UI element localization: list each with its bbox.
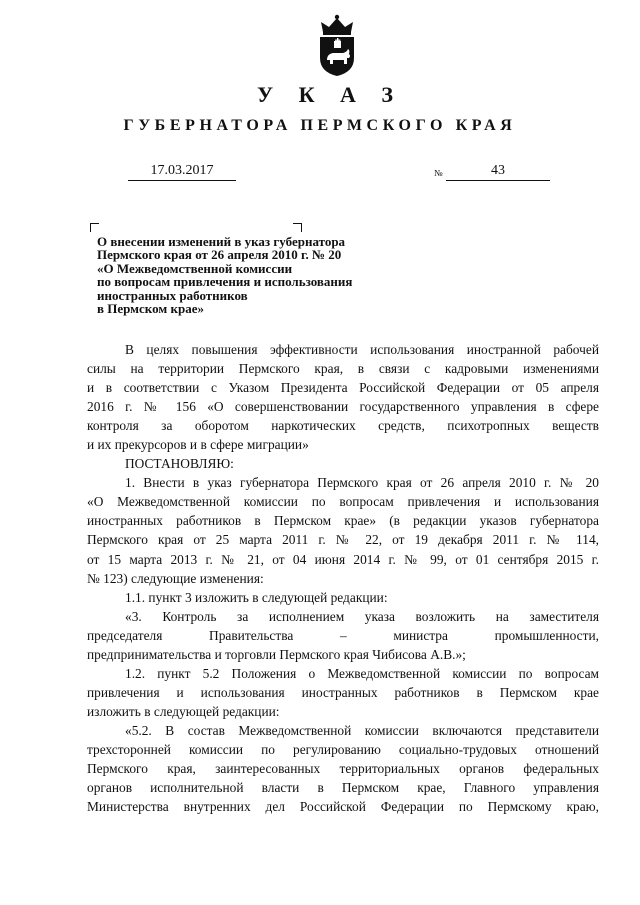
body-line: силы на территории Пермского края, в связи с кадровыми изменениями: [87, 361, 599, 377]
body-line: органов исполнительной власти в Пермском крае, Главного управления: [87, 780, 599, 796]
subject-line: иностранных работников: [97, 287, 248, 303]
document-subject: [97, 235, 407, 315]
body-line: № 123) следующие изменения:: [87, 570, 264, 586]
body-line: «5.2. В состав Межведомственной комиссии включаются представители: [125, 722, 599, 738]
document-title: У К А З: [256, 82, 404, 107]
body-line: 1.2. пункт 5.2 Положения о Межведомственной комиссии по вопросам: [125, 665, 599, 681]
body-line: и их прекурсоров и в сфере миграции»: [87, 437, 309, 453]
body-line: В целях повышения эффективности использования иностранной рабочей: [125, 342, 599, 357]
body-line: Министерства внутренних дел Российской Федерации по Пермскому краю,: [87, 799, 599, 815]
document-body: [87, 340, 599, 816]
subject-corner-left: [90, 223, 99, 232]
number-label: №: [434, 168, 443, 178]
paragraph-decree: [87, 454, 599, 473]
body-line: председателя Правительства – министра промышленности,: [87, 627, 599, 643]
paragraph-item-5-2-text: [87, 721, 599, 816]
subject-corner-right: [293, 223, 302, 232]
body-line: 2016 г. № 156 «О совершенствовании государственного управления в сфере: [87, 399, 599, 415]
body-line: иностранных работников в Пермском крае» (в редакции указов губернатора: [87, 513, 599, 529]
paragraph-item-1-2: [87, 664, 599, 721]
body-line: трехсторонней комиссии по регулированию социально-трудовых отношений: [87, 741, 599, 757]
perm-krai-coat-of-arms-icon: [313, 10, 361, 78]
subject-line: в Пермском крае»: [97, 301, 204, 317]
body-line: «О Межведомственной комиссии по вопросам привлечения и использования: [87, 494, 599, 510]
body-line: 1. Внести в указ губернатора Пермского края от 26 апреля 2010 г. № 20: [125, 475, 599, 491]
body-line: Пермского края от 25 марта 2011 г. № 22, от 19 декабря 2011 г. № 114,: [87, 532, 599, 548]
paragraph-item-3-text: [87, 607, 599, 664]
document-date: 17.03.2017: [128, 162, 236, 181]
document-number: 43: [446, 162, 550, 181]
body-line: предпринимательства и торговли Пермского края Чибисова А.В.»;: [87, 646, 466, 662]
body-line: Пермского края, заинтересованных территориальных органов федеральных: [87, 761, 599, 777]
paragraph-item-1: [87, 473, 599, 587]
subject-line: О внесении изменений в указ губернатора: [97, 234, 346, 249]
paragraph-preamble: [87, 340, 599, 454]
body-line: контроля за оборотом наркотических средств, психотропных веществ: [87, 418, 599, 434]
subject-line: «О Межведомственной комиссии: [97, 260, 293, 276]
body-line: 1.1. пункт 3 изложить в следующей редакции:: [125, 589, 388, 605]
subject-line: Пермского края от 26 апреля 2010 г. № 20: [97, 247, 342, 263]
body-line: ПОСТАНОВЛЯЮ:: [125, 456, 234, 472]
paragraph-item-1-1: [87, 588, 599, 607]
body-line: и в соответствии с Указом Президента Российской Федерации от 05 апреля: [87, 380, 599, 396]
body-line: изложить в следующей редакции:: [87, 703, 280, 719]
subject-line: по вопросам привлечения и использования: [97, 274, 353, 290]
body-line: «3. Контроль за исполнением указа возложить на заместителя: [125, 608, 599, 624]
body-line: от 15 марта 2013 г. № 21, от 04 июня 2014 г. № 99, от 01 сентября 2015 г.: [87, 551, 599, 567]
document-issuer: ГУБЕРНАТОРА ПЕРМСКОГО КРАЯ: [123, 117, 517, 134]
body-line: привлечения и использования иностранных работников в Пермском крае: [87, 684, 599, 700]
